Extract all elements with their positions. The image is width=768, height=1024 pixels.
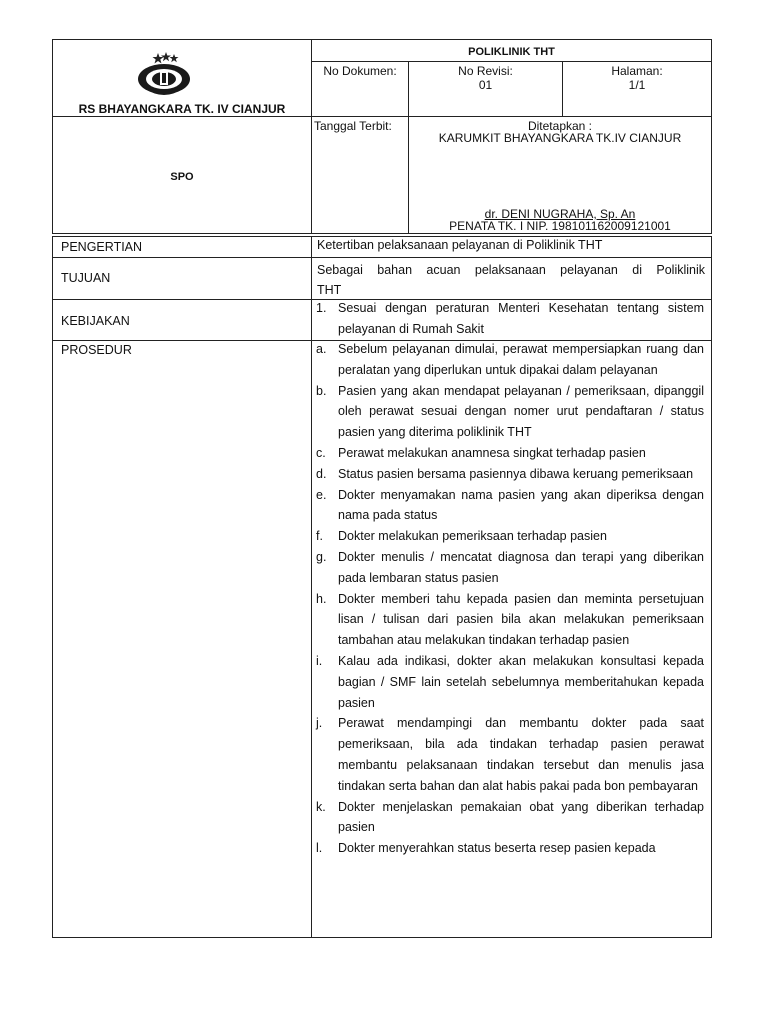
header-right-border <box>711 39 712 234</box>
list-item <box>314 797 704 839</box>
list-item <box>314 838 704 859</box>
list-item-text: Dokter melakukan pemeriksaan terhadap pasien <box>338 529 607 544</box>
list-item-text: Sesuai dengan peraturan Menteri Kesehatan tentang sistem pelayanan di Rumah Sakit <box>338 301 704 336</box>
no-revisi-value: 01 <box>478 78 493 92</box>
list-item <box>314 547 704 589</box>
body-right-border <box>711 236 712 938</box>
list-marker: k. <box>316 799 326 814</box>
header-bottom-border <box>52 233 712 234</box>
list-item-text: Kalau ada indikasi, dokter akan melakukan konsultasi kepada bagian / SMF lain setelah sebelumnya memberitahukan kepada pasien <box>338 653 704 710</box>
header-left-border <box>52 39 53 234</box>
list-item <box>314 589 704 651</box>
list-item-text: Sebelum pelayanan dimulai, perawat mempersiapkan ruang dan peralatan yang diperlukan untuk dipakai dalam pelayanan <box>338 342 704 377</box>
list-item <box>314 485 704 527</box>
list-item <box>314 298 704 340</box>
list-marker: g. <box>316 549 327 564</box>
list-item-text: Dokter menyerahkan status beserta resep pasien kepada <box>338 841 656 856</box>
pengertian-label: PENGERTIAN <box>61 240 143 254</box>
body-top-border <box>52 236 712 237</box>
list-item-text: Pasien yang akan mendapat pelayanan / pemeriksaan, dipanggil oleh perawat sesuai dengan nomer urut pendaftaran / status pasien yang diterima poliklinik THT <box>338 383 704 440</box>
list-marker: i. <box>316 653 323 668</box>
list-item-text: Dokter menulis / mencatat diagnosa dan terapi yang diberikan pada lembaran status pasien <box>338 549 704 585</box>
list-item-text: Dokter menjelaskan pemakaian obat yang diberikan terhadap pasien <box>338 799 704 835</box>
no-dokumen-label: No Dokumen: <box>323 64 397 78</box>
signer-name: dr. DENI NUGRAHA, Sp. An <box>484 207 636 221</box>
list-marker: b. <box>316 383 327 398</box>
unit-title: POLIKLINIK THT <box>468 46 555 58</box>
list-marker: h. <box>316 591 327 606</box>
list-item <box>314 339 704 381</box>
list-marker: d. <box>316 466 327 481</box>
ditetapkan-label: Ditetapkan : <box>527 119 593 133</box>
body-bottom-border <box>52 937 712 938</box>
list-marker: j. <box>316 716 323 731</box>
list-item <box>314 381 704 443</box>
body-left-border <box>52 236 53 938</box>
body-col-divider <box>311 236 312 938</box>
pengertian-text: Ketertiban pelaksanaan pelayanan di Poliklinik THT <box>317 238 603 252</box>
list-item-text: Status pasien bersama pasiennya dibawa keruang pemeriksaan <box>338 466 694 481</box>
row-divider-pengertian <box>52 257 712 258</box>
police-emblem-logo <box>136 51 192 99</box>
hospital-name: RS BHAYANGKARA TK. IV CIANJUR <box>78 102 286 116</box>
list-marker: f. <box>316 529 323 544</box>
header-divider-1 <box>311 61 712 62</box>
ditetapkan-by: KARUMKIT BHAYANGKARA TK.IV CIANJUR <box>438 131 682 145</box>
doc-type-spo: SPO <box>170 171 194 183</box>
header-top-border <box>52 39 712 40</box>
list-item-text: Dokter menyamakan nama pasien yang akan diperiksa dengan nama pada status <box>338 487 704 523</box>
list-item <box>314 526 704 547</box>
halaman-label: Halaman: <box>611 64 663 78</box>
tujuan-text <box>317 260 705 300</box>
list-item-text: Perawat melakukan anamnesa singkat terhadap pasien <box>338 445 646 460</box>
list-item <box>314 713 704 796</box>
list-marker: l. <box>316 841 323 856</box>
prosedur-label: PROSEDUR <box>61 343 132 357</box>
list-marker: 1. <box>316 301 327 315</box>
kebijakan-label: KEBIJAKAN <box>61 314 130 328</box>
kebijakan-list <box>314 298 704 340</box>
tujuan-label: TUJUAN <box>61 271 111 285</box>
signer-rank: PENATA TK. I NIP. 198101162009121001 <box>449 219 671 233</box>
halaman-value: 1/1 <box>628 78 646 92</box>
tujuan-line-1: Sebagai bahan acuan pelaksanaan pelayanan di Poliklinik <box>317 263 705 277</box>
tanggal-terbit-label: Tanggal Terbit: <box>314 119 392 133</box>
tujuan-line-2: THT <box>317 283 342 297</box>
header-divider-2 <box>52 116 712 117</box>
prosedur-list <box>314 339 704 859</box>
list-item-text: Perawat mendampingi dan membantu dokter pada saat pemeriksaan, bila ada tindakan terhadap pasien perawat membantu pelaksanaan tindakan tersebut dan menulis jasa tindakan serta bahan dan alat habis pakai pada bon pembayaran <box>338 716 704 793</box>
list-marker: a. <box>316 342 327 356</box>
list-item <box>314 651 704 713</box>
list-item <box>314 464 704 485</box>
list-marker: e. <box>316 487 327 502</box>
list-item <box>314 443 704 464</box>
list-marker: c. <box>316 445 326 460</box>
no-revisi-label: No Revisi: <box>458 64 513 78</box>
list-item-text: Dokter memberi tahu kepada pasien dan meminta persetujuan lisan / tulisan dari pasien bila akan melakukan pemeriksaan tambahan atau melakukan tindakan terhadap pasien <box>338 591 704 648</box>
